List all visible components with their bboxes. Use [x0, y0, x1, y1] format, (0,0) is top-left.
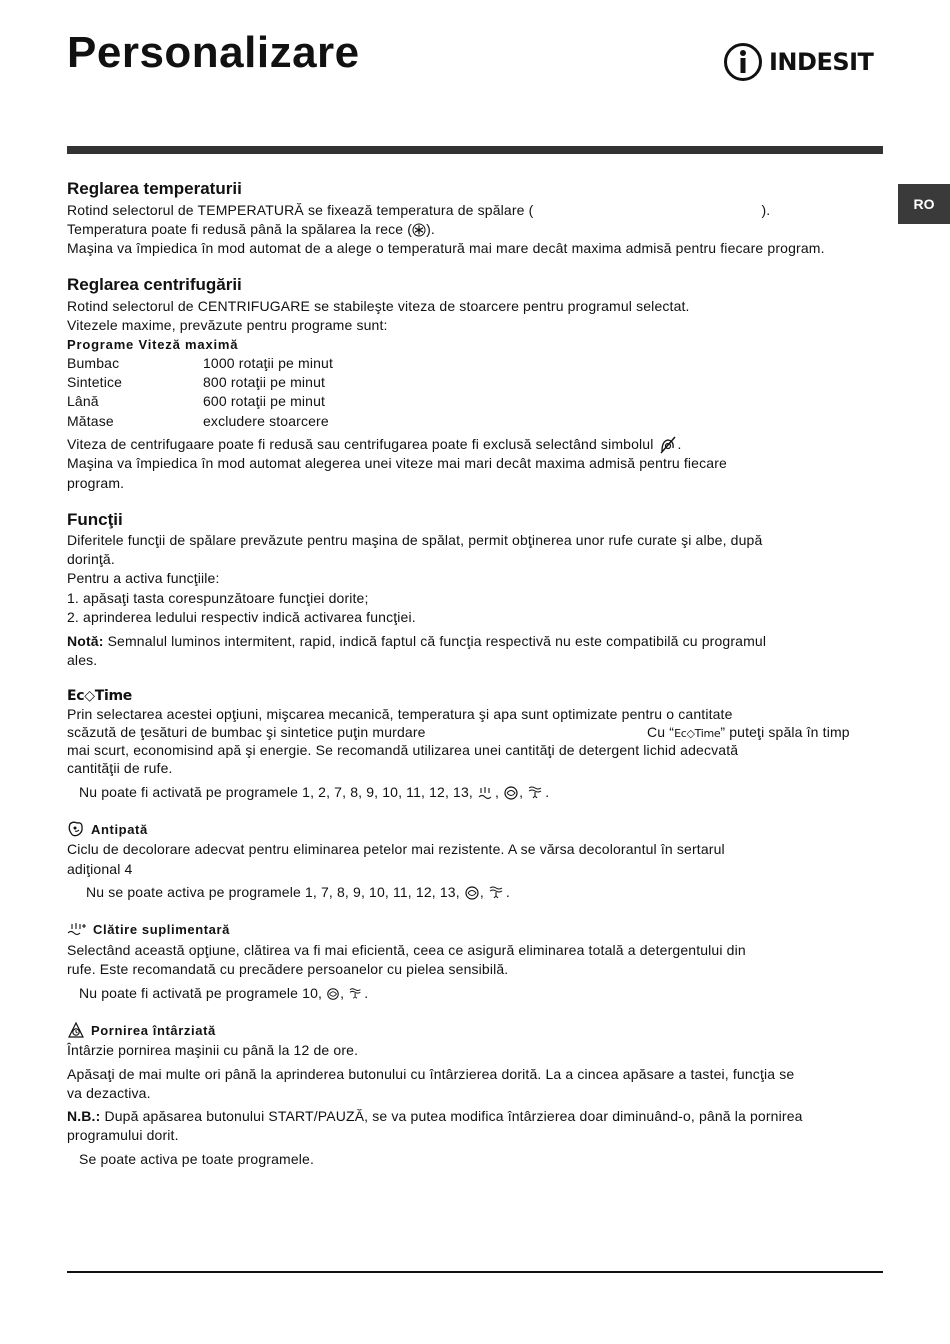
spin-row-2: Sintetice 800 rotaţii pe minut — [67, 374, 326, 390]
bottom-divider — [67, 1271, 883, 1273]
spin-line-1: Rotind selectorul de CENTRIFUGARE se stabileşte viteza de stoarcere pentru programul selectat. — [67, 298, 690, 314]
spin-row-4: Mătase excludere stoarcere — [67, 413, 329, 429]
wool-symbol-icon — [326, 987, 340, 1001]
ecotime-heading — [67, 688, 132, 704]
functions-line-2: dorinţă. — [67, 551, 115, 567]
extra-rinse-icon — [67, 921, 87, 937]
delay-line-1: Întârzie pornirea maşinii cu până la 12 de ore. — [67, 1042, 359, 1058]
delay-line-2: Apăsaţi de mai multe ori până la aprinderea butonului cu întârzierea dorită. La a cincea apăsare a tastei, funcţia se — [67, 1066, 795, 1082]
functions-line-3: Pentru a activa funcţiile: — [67, 570, 220, 586]
delay-heading: Pornirea întârziată — [67, 1021, 216, 1039]
spin-heading: Reglarea centrifugării — [67, 275, 242, 294]
top-divider — [67, 146, 883, 154]
rinse-symbol-icon — [477, 785, 495, 801]
silk-symbol-icon — [348, 987, 364, 1001]
rinse-line-2: rufe. Este recomandată cu precădere persoanelor cu pielea sensibilă. — [67, 961, 509, 977]
functions-heading: Funcţii — [67, 510, 123, 529]
functions-note: Notă: Semnalul luminos intermitent, rapid, indică faptul că funcţia respectivă nu este compatibilă cu programul — [67, 633, 767, 649]
spin-line-4: Maşina va împiedica în mod automat alegerea unei viteze mai mari decât maxima admisă pentru fiecare — [67, 455, 727, 471]
delay-all-programs: Se poate activa pe toate programele. — [79, 1151, 314, 1167]
spin-line-5: program. — [67, 475, 125, 491]
antipata-line-2: adiţional 4 — [67, 861, 133, 877]
temperature-line-2: Temperatura poate fi redusă până la spălarea la rece ( ). — [67, 221, 435, 237]
ecotime-line-2: scăzută de ţesături de bumbac şi sintetice puţin murdare Cu “Ec◇Time” puteţi spăla în timp — [67, 724, 850, 740]
language-tab: RO — [898, 184, 950, 224]
delay-timer-icon — [67, 1021, 85, 1039]
antipata-line-1: Ciclu de decolorare adecvat pentru eliminarea petelor mai rezistente. A se vărsa decolorantul în sertarul — [67, 841, 725, 857]
antipata-restriction: Nu se poate activa pe programele 1, 7, 8, 9, 10, 11, 12, 13, , . — [86, 884, 510, 900]
stain-icon — [67, 820, 85, 838]
delay-nb: N.B.: După apăsarea butonului START/PAUZĂ, se va putea modifica întârzierea doar diminuând-o, până la pornirea — [67, 1108, 803, 1124]
spin-line-2: Vitezele maxime, prevăzute pentru programe sunt: — [67, 317, 388, 333]
spin-table-header: Programe Viteză maximă — [67, 337, 239, 352]
functions-step-2: 2. aprinderea ledului respectiv indică activarea funcţiei. — [67, 609, 416, 625]
ecotime-line-1: Prin selectarea acestei opţiuni, mişcarea mecanică, temperatura şi apa sunt optimizate pentru o cantitate — [67, 706, 733, 722]
temperature-line-1: Rotind selectorul de TEMPERATURĂ se fixează temperatura de spălare ( ). — [67, 202, 771, 218]
ecotime-line-3: mai scurt, economisind apă şi energie. Se recomandă utilizarea unei cantităţi de detergent lichid adecvată — [67, 742, 739, 758]
delay-nb-line-2: programului dorit. — [67, 1127, 179, 1143]
wool-symbol-icon — [464, 885, 480, 901]
antipata-heading: Antipată — [67, 820, 148, 838]
temperature-heading: Reglarea temperaturii — [67, 179, 242, 198]
silk-symbol-icon — [488, 885, 506, 901]
functions-line-1: Diferitele funcţii de spălare prevăzute pentru maşina de spălat, permit obţinerea unor rufe curate şi albe, după — [67, 532, 763, 548]
rinse-line-1: Selectând această opţiune, clătirea va fi mai eficientă, ceea ce asigură eliminarea totală a detergentului din — [67, 942, 746, 958]
functions-note-line-2: ales. — [67, 652, 98, 668]
temperature-line-3: Maşina va împiedica în mod automat de a alege o temperatură mai mare decât maxima admisă pentru fiecare program. — [67, 240, 825, 256]
spin-line-3: Viteza de centrifugaare poate fi redusă sau centrifugarea poate fi exclusă selectând simbolul . — [67, 435, 883, 454]
no-spin-icon — [658, 436, 678, 454]
wool-symbol-icon — [503, 785, 519, 801]
brand-logo — [723, 40, 873, 84]
page-title: Personalizare — [67, 28, 360, 77]
brand-name: INDESIT — [769, 48, 874, 76]
spin-row-3: Lână 600 rotaţii pe minut — [67, 393, 326, 409]
ecotime-restriction: Nu poate fi activată pe programele 1, 2, 7, 8, 9, 10, 11, 12, 13, , , . — [79, 784, 550, 800]
ecotime-logo: Ec◇Time — [67, 688, 132, 704]
rinse-restriction: Nu poate fi activată pe programele 10, , . — [79, 985, 369, 1001]
spin-row-1: Bumbac 1000 rotaţii pe minut — [67, 355, 334, 371]
delay-line-3: va dezactiva. — [67, 1085, 151, 1101]
ecotime-line-4: cantităţii de rufe. — [67, 760, 173, 776]
snowflake-icon — [412, 223, 426, 237]
functions-step-1: 1. apăsaţi tasta corespunzătoare funcţiei dorite; — [67, 590, 369, 606]
indesit-logo-icon — [723, 42, 763, 82]
rinse-heading: Clătire suplimentară — [67, 921, 230, 937]
silk-symbol-icon — [527, 785, 545, 801]
